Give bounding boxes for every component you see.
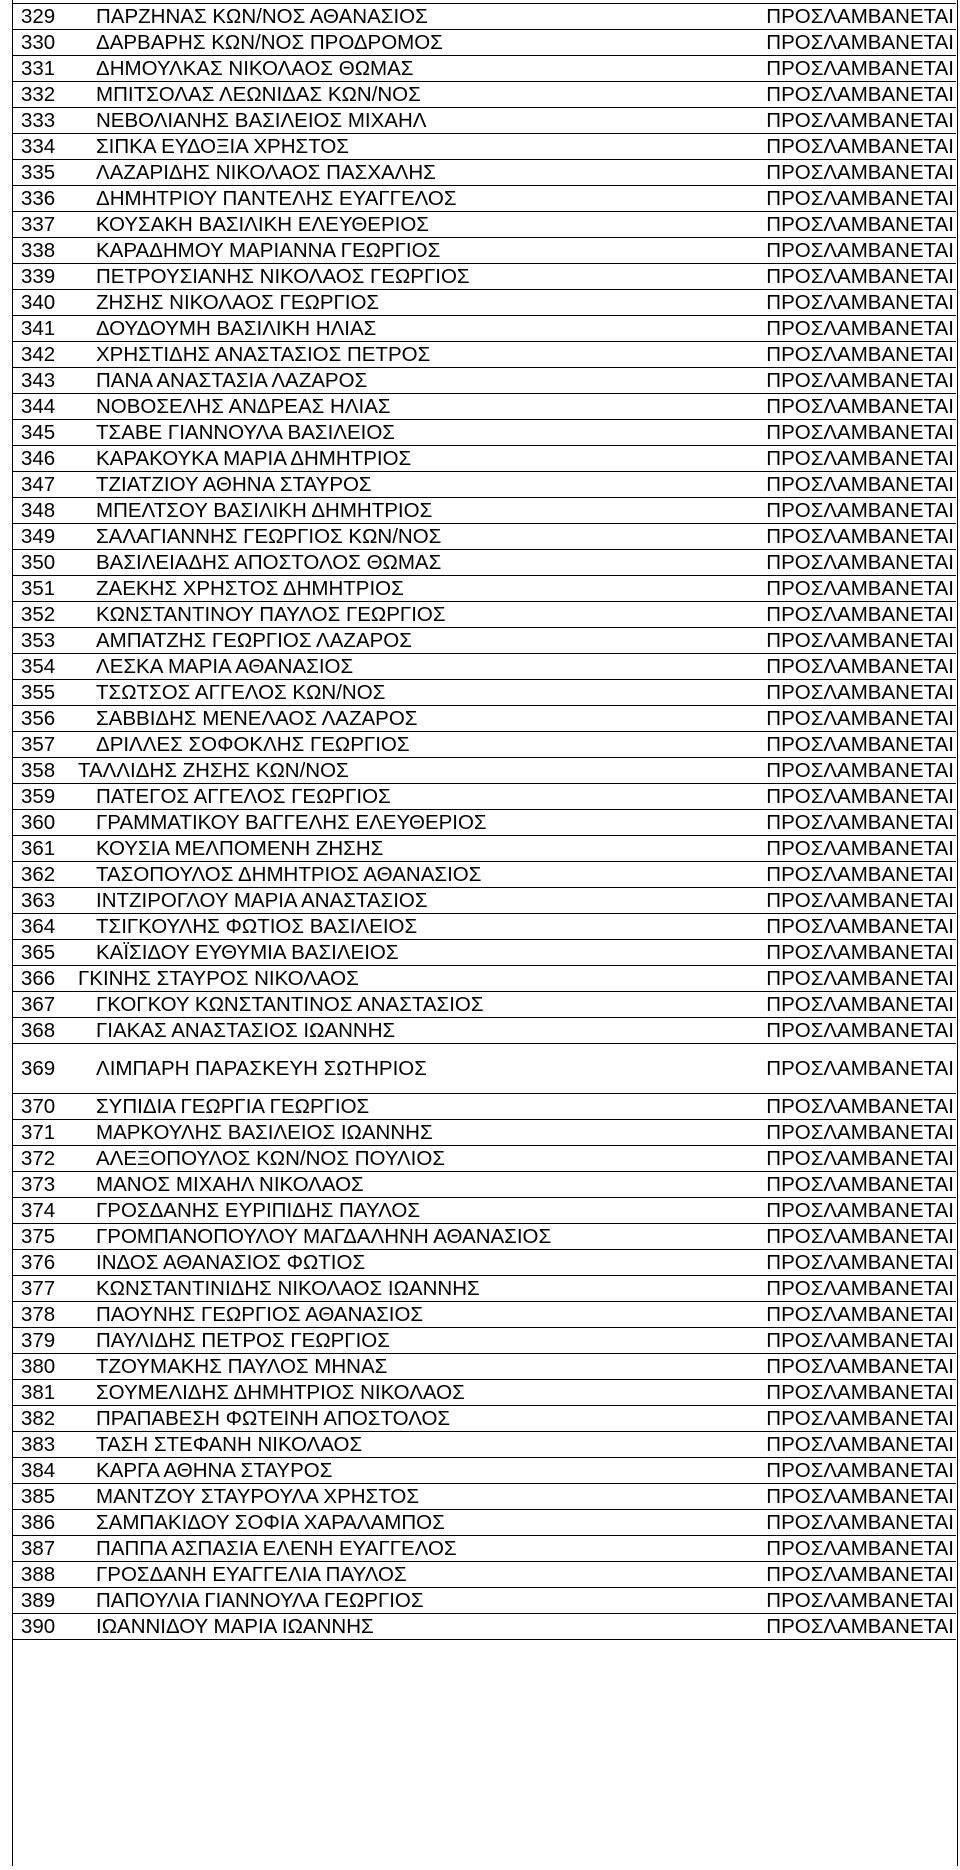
row-number: 376: [12, 1250, 78, 1276]
person-name: ΣΥΠΙΔΙΑ ΓΕΩΡΓΙΑ ΓΕΩΡΓΙΟΣ: [78, 1094, 718, 1120]
row-number: 338: [12, 238, 78, 264]
row-number: 384: [12, 1458, 78, 1484]
row-number: 349: [12, 524, 78, 550]
status-text: ΠΡΟΣΛΑΜΒΑΝΕΤΑΙ: [718, 342, 956, 368]
status-text: ΠΡΟΣΛΑΜΒΑΝΕΤΑΙ: [718, 212, 956, 238]
status-text: ΠΡΟΣΛΑΜΒΑΝΕΤΑΙ: [718, 1484, 956, 1510]
table-row: [12, 160, 956, 186]
status-text: ΠΡΟΣΛΑΜΒΑΝΕΤΑΙ: [718, 30, 956, 56]
status-text: ΠΡΟΣΛΑΜΒΑΝΕΤΑΙ: [718, 940, 956, 966]
status-text: ΠΡΟΣΛΑΜΒΑΝΕΤΑΙ: [718, 602, 956, 628]
person-name: ΝΟΒΟΣΕΛΗΣ ΑΝΔΡΕΑΣ ΗΛΙΑΣ: [78, 394, 718, 420]
table-row: [12, 1432, 956, 1458]
person-name: ΝΕΒΟΛΙΑΝΗΣ ΒΑΣΙΛΕΙΟΣ ΜΙΧΑΗΛ: [78, 108, 718, 134]
table-row: [12, 498, 956, 524]
row-number: 381: [12, 1380, 78, 1406]
person-name: ΓΡΟΣΔΑΝΗ ΕΥΑΓΓΕΛΙΑ ΠΑΥΛΟΣ: [78, 1562, 718, 1588]
row-number: 341: [12, 316, 78, 342]
table-row: [12, 836, 956, 862]
row-number: 362: [12, 862, 78, 888]
status-text: ΠΡΟΣΛΑΜΒΑΝΕΤΑΙ: [718, 264, 956, 290]
row-number: 336: [12, 186, 78, 212]
table-row: [12, 368, 956, 394]
status-text: ΠΡΟΣΛΑΜΒΑΝΕΤΑΙ: [718, 290, 956, 316]
row-number: 342: [12, 342, 78, 368]
table-row: [12, 1406, 956, 1432]
person-name: ΚΑΡΑΔΗΜΟΥ ΜΑΡΙΑΝΝΑ ΓΕΩΡΓΙΟΣ: [78, 238, 718, 264]
person-name: ΚΟΥΣΑΚΗ ΒΑΣΙΛΙΚΗ ΕΛΕΥΘΕΡΙΟΣ: [78, 212, 718, 238]
person-name: ΔΗΜΗΤΡΙΟΥ ΠΑΝΤΕΛΗΣ ΕΥΑΓΓΕΛΟΣ: [78, 186, 718, 212]
table-row: [12, 914, 956, 940]
status-text: ΠΡΟΣΛΑΜΒΑΝΕΤΑΙ: [718, 1432, 956, 1458]
person-name: ΙΝΔΟΣ ΑΘΑΝΑΣΙΟΣ ΦΩΤΙΟΣ: [78, 1250, 718, 1276]
table-row: [12, 1562, 956, 1588]
row-number: 378: [12, 1302, 78, 1328]
status-text: ΠΡΟΣΛΑΜΒΑΝΕΤΑΙ: [718, 1250, 956, 1276]
status-text: ΠΡΟΣΛΑΜΒΑΝΕΤΑΙ: [718, 914, 956, 940]
person-name: ΜΑΝΤΖΟΥ ΣΤΑΥΡΟΥΛΑ ΧΡΗΣΤΟΣ: [78, 1484, 718, 1510]
row-number: 386: [12, 1510, 78, 1536]
table-row: [12, 56, 956, 82]
table-row: [12, 940, 956, 966]
status-text: ΠΡΟΣΛΑΜΒΑΝΕΤΑΙ: [718, 472, 956, 498]
table-row: [12, 1146, 956, 1172]
person-name: ΤΣΩΤΣΟΣ ΑΓΓΕΛΟΣ ΚΩΝ/ΝΟΣ: [78, 680, 718, 706]
person-name: ΚΩΝΣΤΑΝΤΙΝΙΔΗΣ ΝΙΚΟΛΑΟΣ ΙΩΑΝΝΗΣ: [78, 1276, 718, 1302]
table-row: [12, 810, 956, 836]
person-name: ΖΗΣΗΣ ΝΙΚΟΛΑΟΣ ΓΕΩΡΓΙΟΣ: [78, 290, 718, 316]
status-text: ΠΡΟΣΛΑΜΒΑΝΕΤΑΙ: [718, 1510, 956, 1536]
status-text: ΠΡΟΣΛΑΜΒΑΝΕΤΑΙ: [718, 160, 956, 186]
table-row: [12, 1224, 956, 1250]
row-number: 382: [12, 1406, 78, 1432]
status-text: ΠΡΟΣΛΑΜΒΑΝΕΤΑΙ: [718, 1276, 956, 1302]
person-name: ΤΖΟΥΜΑΚΗΣ ΠΑΥΛΟΣ ΜΗΝΑΣ: [78, 1354, 718, 1380]
person-name: ΣΙΠΚΑ ΕΥΔΟΞΙΑ ΧΡΗΣΤΟΣ: [78, 134, 718, 160]
person-name: ΙΩΑΝΝΙΔΟΥ ΜΑΡΙΑ ΙΩΑΝΝΗΣ: [78, 1614, 718, 1640]
row-number: 354: [12, 654, 78, 680]
row-number: 389: [12, 1588, 78, 1614]
status-text: ΠΡΟΣΛΑΜΒΑΝΕΤΑΙ: [718, 1614, 956, 1640]
table-row: [12, 888, 956, 914]
person-name: ΠΕΤΡΟΥΣΙΑΝΗΣ ΝΙΚΟΛΑΟΣ ΓΕΩΡΓΙΟΣ: [78, 264, 718, 290]
row-number: 379: [12, 1328, 78, 1354]
status-text: ΠΡΟΣΛΑΜΒΑΝΕΤΑΙ: [718, 1354, 956, 1380]
person-name: ΣΑΜΠΑΚΙΔΟΥ ΣΟΦΙΑ ΧΑΡΑΛΑΜΠΟΣ: [78, 1510, 718, 1536]
status-text: ΠΡΟΣΛΑΜΒΑΝΕΤΑΙ: [718, 4, 956, 30]
status-text: ΠΡΟΣΛΑΜΒΑΝΕΤΑΙ: [718, 1146, 956, 1172]
person-name: ΓΡΟΣΔΑΝΗΣ ΕΥΡΙΠΙΔΗΣ ΠΑΥΛΟΣ: [78, 1198, 718, 1224]
status-text: ΠΡΟΣΛΑΜΒΑΝΕΤΑΙ: [718, 394, 956, 420]
row-number: 356: [12, 706, 78, 732]
person-name: ΣΑΛΑΓΙΑΝΝΗΣ ΓΕΩΡΓΙΟΣ ΚΩΝ/ΝΟΣ: [78, 524, 718, 550]
person-name: ΚΟΥΣΙΑ ΜΕΛΠΟΜΕΝΗ ΖΗΣΗΣ: [78, 836, 718, 862]
table-row: [12, 862, 956, 888]
row-number: 383: [12, 1432, 78, 1458]
person-name: ΓΚΙΝΗΣ ΣΤΑΥΡΟΣ ΝΙΚΟΛΑΟΣ: [78, 966, 718, 992]
status-text: ΠΡΟΣΛΑΜΒΑΝΕΤΑΙ: [718, 810, 956, 836]
row-number: 385: [12, 1484, 78, 1510]
status-text: ΠΡΟΣΛΑΜΒΑΝΕΤΑΙ: [718, 888, 956, 914]
status-text: ΠΡΟΣΛΑΜΒΑΝΕΤΑΙ: [718, 56, 956, 82]
table-row: [12, 472, 956, 498]
row-number: 366: [12, 966, 78, 992]
person-name: ΤΖΙΑΤΖΙΟΥ ΑΘΗΝΑ ΣΤΑΥΡΟΣ: [78, 472, 718, 498]
row-number: 330: [12, 30, 78, 56]
status-text: ΠΡΟΣΛΑΜΒΑΝΕΤΑΙ: [718, 1562, 956, 1588]
table-row: [12, 1536, 956, 1562]
person-name: ΠΑΟΥΝΗΣ ΓΕΩΡΓΙΟΣ ΑΘΑΝΑΣΙΟΣ: [78, 1302, 718, 1328]
status-text: ΠΡΟΣΛΑΜΒΑΝΕΤΑΙ: [718, 1328, 956, 1354]
status-text: ΠΡΟΣΛΑΜΒΑΝΕΤΑΙ: [718, 1094, 956, 1120]
table-row: [12, 1588, 956, 1614]
table-row: [12, 1510, 956, 1536]
status-text: ΠΡΟΣΛΑΜΒΑΝΕΤΑΙ: [718, 134, 956, 160]
table-row: [12, 446, 956, 472]
person-name: ΚΑΡΑΚΟΥΚΑ ΜΑΡΙΑ ΔΗΜΗΤΡΙΟΣ: [78, 446, 718, 472]
table-row: [12, 264, 956, 290]
person-name: ΔΡΙΛΛΕΣ ΣΟΦΟΚΛΗΣ ΓΕΩΡΓΙΟΣ: [78, 732, 718, 758]
status-text: ΠΡΟΣΛΑΜΒΑΝΕΤΑΙ: [718, 498, 956, 524]
row-number: 358: [12, 758, 78, 784]
table-row: [12, 992, 956, 1018]
row-number: 375: [12, 1224, 78, 1250]
person-name: ΔΟΥΔΟΥΜΗ ΒΑΣΙΛΙΚΗ ΗΛΙΑΣ: [78, 316, 718, 342]
person-name: ΚΑΪΣΙΔΟΥ ΕΥΘΥΜΙΑ ΒΑΣΙΛΕΙΟΣ: [78, 940, 718, 966]
applicants-table: [12, 3, 956, 1640]
row-number: 343: [12, 368, 78, 394]
table-row: [12, 1614, 956, 1640]
table-row: [12, 576, 956, 602]
status-text: ΠΡΟΣΛΑΜΒΑΝΕΤΑΙ: [718, 108, 956, 134]
row-number: 370: [12, 1094, 78, 1120]
status-text: ΠΡΟΣΛΑΜΒΑΝΕΤΑΙ: [718, 1172, 956, 1198]
person-name: ΓΚΟΓΚΟΥ ΚΩΝΣΤΑΝΤΙΝΟΣ ΑΝΑΣΤΑΣΙΟΣ: [78, 992, 718, 1018]
status-text: ΠΡΟΣΛΑΜΒΑΝΕΤΑΙ: [718, 706, 956, 732]
person-name: ΜΠΙΤΣΟΛΑΣ ΛΕΩΝΙΔΑΣ ΚΩΝ/ΝΟΣ: [78, 82, 718, 108]
status-text: ΠΡΟΣΛΑΜΒΑΝΕΤΑΙ: [718, 1458, 956, 1484]
person-name: ΤΑΣΗ ΣΤΕΦΑΝΗ ΝΙΚΟΛΑΟΣ: [78, 1432, 718, 1458]
status-text: ΠΡΟΣΛΑΜΒΑΝΕΤΑΙ: [718, 446, 956, 472]
row-number: 350: [12, 550, 78, 576]
row-number: 351: [12, 576, 78, 602]
person-name: ΑΛΕΞΟΠΟΥΛΟΣ ΚΩΝ/ΝΟΣ ΠΟΥΛΙΟΣ: [78, 1146, 718, 1172]
table-row: [12, 524, 956, 550]
row-number: 374: [12, 1198, 78, 1224]
table-row: [12, 1484, 956, 1510]
table-row: [12, 1250, 956, 1276]
person-name: ΔΑΡΒΑΡΗΣ ΚΩΝ/ΝΟΣ ΠΡΟΔΡΟΜΟΣ: [78, 30, 718, 56]
table-row: [12, 1094, 956, 1120]
table-row: [12, 706, 956, 732]
person-name: ΜΑΡΚΟΥΛΗΣ ΒΑΣΙΛΕΙΟΣ ΙΩΑΝΝΗΣ: [78, 1120, 718, 1146]
person-name: ΠΑΠΠΑ ΑΣΠΑΣΙΑ ΕΛΕΝΗ ΕΥΑΓΓΕΛΟΣ: [78, 1536, 718, 1562]
table-row: [12, 1276, 956, 1302]
status-text: ΠΡΟΣΛΑΜΒΑΝΕΤΑΙ: [718, 524, 956, 550]
row-number: 380: [12, 1354, 78, 1380]
status-text: ΠΡΟΣΛΑΜΒΑΝΕΤΑΙ: [718, 1302, 956, 1328]
status-text: ΠΡΟΣΛΑΜΒΑΝΕΤΑΙ: [718, 1224, 956, 1250]
status-text: ΠΡΟΣΛΑΜΒΑΝΕΤΑΙ: [718, 576, 956, 602]
row-number: 340: [12, 290, 78, 316]
row-number: 371: [12, 1120, 78, 1146]
status-text: ΠΡΟΣΛΑΜΒΑΝΕΤΑΙ: [718, 316, 956, 342]
person-name: ΠΑΡΖΗΝΑΣ ΚΩΝ/ΝΟΣ ΑΘΑΝΑΣΙΟΣ: [78, 4, 718, 30]
row-number: 333: [12, 108, 78, 134]
person-name: ΛΑΖΑΡΙΔΗΣ ΝΙΚΟΛΑΟΣ ΠΑΣΧΑΛΗΣ: [78, 160, 718, 186]
row-number: 345: [12, 420, 78, 446]
table-row: [12, 30, 956, 56]
table-row: [12, 134, 956, 160]
table-row: [12, 4, 956, 30]
person-name: ΚΩΝΣΤΑΝΤΙΝΟΥ ΠΑΥΛΟΣ ΓΕΩΡΓΙΟΣ: [78, 602, 718, 628]
row-number: 361: [12, 836, 78, 862]
row-number: 348: [12, 498, 78, 524]
row-number: 344: [12, 394, 78, 420]
table-row: [12, 758, 956, 784]
table-row: [12, 342, 956, 368]
status-text: ΠΡΟΣΛΑΜΒΑΝΕΤΑΙ: [718, 1044, 956, 1094]
status-text: ΠΡΟΣΛΑΜΒΑΝΕΤΑΙ: [718, 862, 956, 888]
person-name: ΚΑΡΓΑ ΑΘΗΝΑ ΣΤΑΥΡΟΣ: [78, 1458, 718, 1484]
status-text: ΠΡΟΣΛΑΜΒΑΝΕΤΑΙ: [718, 992, 956, 1018]
status-text: ΠΡΟΣΛΑΜΒΑΝΕΤΑΙ: [718, 186, 956, 212]
row-number: 352: [12, 602, 78, 628]
row-number: 335: [12, 160, 78, 186]
row-number: 347: [12, 472, 78, 498]
status-text: ΠΡΟΣΛΑΜΒΑΝΕΤΑΙ: [718, 1018, 956, 1044]
table-row: [12, 602, 956, 628]
table-row: [12, 1354, 956, 1380]
row-number: 353: [12, 628, 78, 654]
row-number: 355: [12, 680, 78, 706]
status-text: ΠΡΟΣΛΑΜΒΑΝΕΤΑΙ: [718, 238, 956, 264]
status-text: ΠΡΟΣΛΑΜΒΑΝΕΤΑΙ: [718, 82, 956, 108]
table-row: [12, 966, 956, 992]
person-name: ΖΑΕΚΗΣ ΧΡΗΣΤΟΣ ΔΗΜΗΤΡΙΟΣ: [78, 576, 718, 602]
row-number: 337: [12, 212, 78, 238]
table-row: [12, 1018, 956, 1044]
person-name: ΑΜΠΑΤΖΗΣ ΓΕΩΡΓΙΟΣ ΛΑΖΑΡΟΣ: [78, 628, 718, 654]
table-row: [12, 1458, 956, 1484]
table-row: [12, 1302, 956, 1328]
row-number: 367: [12, 992, 78, 1018]
row-number: 359: [12, 784, 78, 810]
table-row: [12, 1380, 956, 1406]
status-text: ΠΡΟΣΛΑΜΒΑΝΕΤΑΙ: [718, 550, 956, 576]
status-text: ΠΡΟΣΛΑΜΒΑΝΕΤΑΙ: [718, 1198, 956, 1224]
row-number: 339: [12, 264, 78, 290]
table-row: [12, 186, 956, 212]
person-name: ΛΙΜΠΑΡΗ ΠΑΡΑΣΚΕΥΗ ΣΩΤΗΡΙΟΣ: [78, 1044, 718, 1094]
person-name: ΓΡΟΜΠΑΝΟΠΟΥΛΟΥ ΜΑΓΔΑΛΗΝΗ ΑΘΑΝΑΣΙΟΣ: [78, 1224, 718, 1250]
person-name: ΤΣΙΓΚΟΥΛΗΣ ΦΩΤΙΟΣ ΒΑΣΙΛΕΙΟΣ: [78, 914, 718, 940]
table-row: [12, 82, 956, 108]
status-text: ΠΡΟΣΛΑΜΒΑΝΕΤΑΙ: [718, 628, 956, 654]
row-number: 346: [12, 446, 78, 472]
person-name: ΔΗΜΟΥΛΚΑΣ ΝΙΚΟΛΑΟΣ ΘΩΜΑΣ: [78, 56, 718, 82]
status-text: ΠΡΟΣΛΑΜΒΑΝΕΤΑΙ: [718, 836, 956, 862]
person-name: ΠΑΥΛΙΔΗΣ ΠΕΤΡΟΣ ΓΕΩΡΓΙΟΣ: [78, 1328, 718, 1354]
table-row: [12, 1044, 956, 1094]
status-text: ΠΡΟΣΛΑΜΒΑΝΕΤΑΙ: [718, 680, 956, 706]
person-name: ΠΡΑΠΑΒΕΣΗ ΦΩΤΕΙΝΗ ΑΠΟΣΤΟΛΟΣ: [78, 1406, 718, 1432]
status-text: ΠΡΟΣΛΑΜΒΑΝΕΤΑΙ: [718, 368, 956, 394]
person-name: ΓΙΑΚΑΣ ΑΝΑΣΤΑΣΙΟΣ ΙΩΑΝΝΗΣ: [78, 1018, 718, 1044]
table-row: [12, 654, 956, 680]
row-number: 368: [12, 1018, 78, 1044]
row-number: 372: [12, 1146, 78, 1172]
table-row: [12, 108, 956, 134]
row-number: 388: [12, 1562, 78, 1588]
person-name: ΧΡΗΣΤΙΔΗΣ ΑΝΑΣΤΑΣΙΟΣ ΠΕΤΡΟΣ: [78, 342, 718, 368]
applicants-table-body: [12, 4, 956, 1640]
row-number: 373: [12, 1172, 78, 1198]
table-row: [12, 1172, 956, 1198]
table-row: [12, 316, 956, 342]
status-text: ΠΡΟΣΛΑΜΒΑΝΕΤΑΙ: [718, 758, 956, 784]
person-name: ΤΑΣΟΠΟΥΛΟΣ ΔΗΜΗΤΡΙΟΣ ΑΘΑΝΑΣΙΟΣ: [78, 862, 718, 888]
row-number: 331: [12, 56, 78, 82]
status-text: ΠΡΟΣΛΑΜΒΑΝΕΤΑΙ: [718, 1406, 956, 1432]
table-row: [12, 238, 956, 264]
table-row: [12, 1120, 956, 1146]
person-name: ΓΡΑΜΜΑΤΙΚΟΥ ΒΑΓΓΕΛΗΣ ΕΛΕΥΘΕΡΙΟΣ: [78, 810, 718, 836]
person-name: ΙΝΤΖΙΡΟΓΛΟΥ ΜΑΡΙΑ ΑΝΑΣΤΑΣΙΟΣ: [78, 888, 718, 914]
status-text: ΠΡΟΣΛΑΜΒΑΝΕΤΑΙ: [718, 1536, 956, 1562]
row-number: 377: [12, 1276, 78, 1302]
table-row: [12, 212, 956, 238]
person-name: ΠΑΝΑ ΑΝΑΣΤΑΣΙΑ ΛΑΖΑΡΟΣ: [78, 368, 718, 394]
table-row: [12, 680, 956, 706]
table-row: [12, 550, 956, 576]
table-row: [12, 732, 956, 758]
row-number: 387: [12, 1536, 78, 1562]
person-name: ΤΣΑΒΕ ΓΙΑΝΝΟΥΛΑ ΒΑΣΙΛΕΙΟΣ: [78, 420, 718, 446]
row-number: 357: [12, 732, 78, 758]
status-text: ΠΡΟΣΛΑΜΒΑΝΕΤΑΙ: [718, 420, 956, 446]
person-name: ΣΟΥΜΕΛΙΔΗΣ ΔΗΜΗΤΡΙΟΣ ΝΙΚΟΛΑΟΣ: [78, 1380, 718, 1406]
table-row: [12, 784, 956, 810]
person-name: ΛΕΣΚΑ ΜΑΡΙΑ ΑΘΑΝΑΣΙΟΣ: [78, 654, 718, 680]
person-name: ΠΑΠΟΥΛΙΑ ΓΙΑΝΝΟΥΛΑ ΓΕΩΡΓΙΟΣ: [78, 1588, 718, 1614]
row-number: 364: [12, 914, 78, 940]
row-number: 363: [12, 888, 78, 914]
status-text: ΠΡΟΣΛΑΜΒΑΝΕΤΑΙ: [718, 1588, 956, 1614]
person-name: ΒΑΣΙΛΕΙΑΔΗΣ ΑΠΟΣΤΟΛΟΣ ΘΩΜΑΣ: [78, 550, 718, 576]
person-name: ΜΑΝΟΣ ΜΙΧΑΗΛ ΝΙΚΟΛΑΟΣ: [78, 1172, 718, 1198]
row-number: 332: [12, 82, 78, 108]
status-text: ΠΡΟΣΛΑΜΒΑΝΕΤΑΙ: [718, 732, 956, 758]
status-text: ΠΡΟΣΛΑΜΒΑΝΕΤΑΙ: [718, 966, 956, 992]
table-row: [12, 420, 956, 446]
status-text: ΠΡΟΣΛΑΜΒΑΝΕΤΑΙ: [718, 1380, 956, 1406]
row-number: 334: [12, 134, 78, 160]
row-number: 369: [12, 1044, 78, 1094]
person-name: ΜΠΕΛΤΣΟΥ ΒΑΣΙΛΙΚΗ ΔΗΜΗΤΡΙΟΣ: [78, 498, 718, 524]
table-row: [12, 394, 956, 420]
row-number: 360: [12, 810, 78, 836]
status-text: ΠΡΟΣΛΑΜΒΑΝΕΤΑΙ: [718, 1120, 956, 1146]
row-number: 390: [12, 1614, 78, 1640]
table-row: [12, 1198, 956, 1224]
status-text: ΠΡΟΣΛΑΜΒΑΝΕΤΑΙ: [718, 654, 956, 680]
table-row: [12, 1328, 956, 1354]
row-number: 365: [12, 940, 78, 966]
person-name: ΣΑΒΒΙΔΗΣ ΜΕΝΕΛΑΟΣ ΛΑΖΑΡΟΣ: [78, 706, 718, 732]
person-name: ΤΑΛΛΙΔΗΣ ΖΗΣΗΣ ΚΩΝ/ΝΟΣ: [78, 758, 718, 784]
status-text: ΠΡΟΣΛΑΜΒΑΝΕΤΑΙ: [718, 784, 956, 810]
table-row: [12, 290, 956, 316]
table-row: [12, 628, 956, 654]
row-number: 329: [12, 4, 78, 30]
person-name: ΠΑΤΕΓΟΣ ΑΓΓΕΛΟΣ ΓΕΩΡΓΙΟΣ: [78, 784, 718, 810]
